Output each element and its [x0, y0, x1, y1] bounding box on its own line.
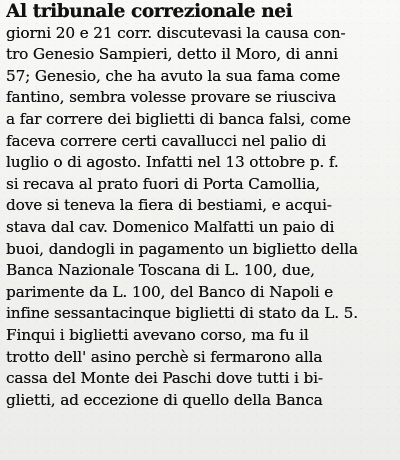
article-line-11: buoi, dandogli in pagamento un biglietto della: [6, 239, 358, 258]
article-line-1: giorni 20 e 21 corr. discutevasi la causa con-: [6, 23, 346, 42]
article-first-line: [6, 1, 394, 23]
article-line-8: si recava al prato fuori di Porta Camollia,: [6, 174, 321, 193]
article-line-14: infine sessantacinque biglietti di stato da L. 5.: [6, 304, 358, 323]
article-line-6: faceva correre certi cavallucci nel palio di: [6, 131, 327, 150]
article-line-10: stava dal cav. Domenico Malfatti un paio di: [6, 217, 335, 236]
article-line-3: 57; Genesio, che ha avuto la sua fama come: [6, 66, 341, 85]
article-line-18: glietti, ad eccezione di quello della Banca: [6, 390, 323, 409]
article-line-17: cassa del Monte dei Paschi dove tutti i bi-: [6, 369, 323, 388]
article-line-4: fantino, sembra volesse provare se riusciva: [6, 88, 337, 107]
article-first-line-text: nei: [255, 1, 293, 22]
article-line-7: luglio o di agosto. Infatti nel 13 ottobre p. f.: [6, 153, 339, 172]
article-line-15: Finqui i biglietti avevano corso, ma fu il: [6, 325, 309, 344]
article-line-13: parimente da L. 100, del Banco di Napoli e: [6, 282, 334, 301]
article-line-5: a far correre dei biglietti di banca falsi, come: [6, 109, 351, 128]
article-line-16: trotto dell' asino perchè si fermarono alla: [6, 347, 323, 366]
article-line-12: Banca Nazionale Toscana di L. 100, due,: [6, 261, 315, 280]
article-heading: Al tribunale correzionale: [6, 1, 256, 22]
article-line-9: dove si teneva la fiera di bestiami, e acqui-: [6, 196, 332, 215]
article-line-2: tro Genesio Sampieri, detto il Moro, di anni: [6, 45, 338, 64]
